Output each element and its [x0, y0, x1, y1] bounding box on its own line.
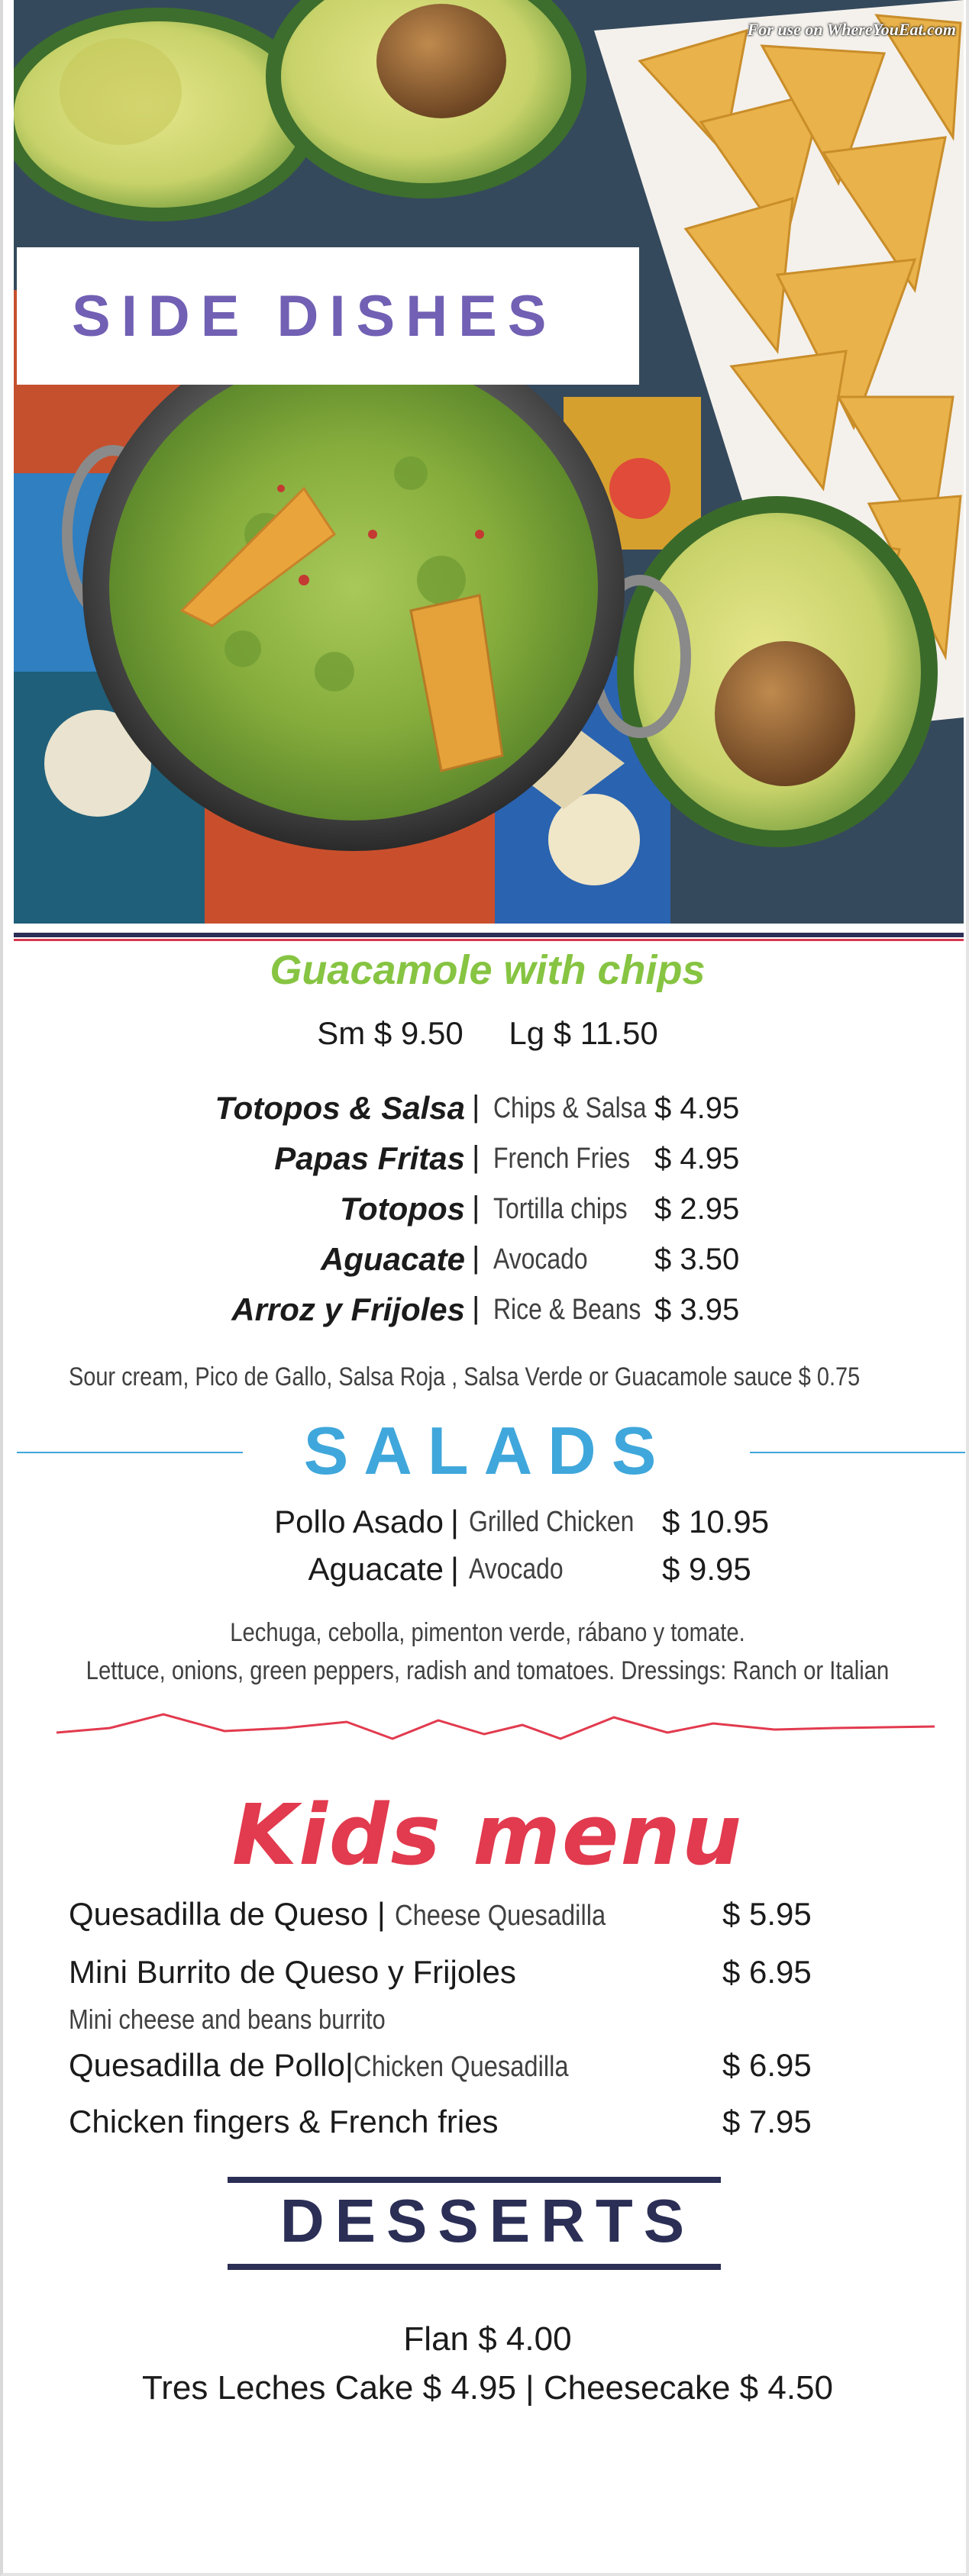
guacamole-price — [3, 1015, 969, 1052]
side-item — [3, 1191, 969, 1236]
salad-item-price: $ 9.95 — [662, 1551, 751, 1587]
kids-item — [69, 2104, 909, 2149]
kids-item-price: $ 5.95 — [722, 1896, 812, 1932]
side-item-price: $ 4.95 — [654, 1091, 740, 1125]
salad-item — [3, 1504, 969, 1549]
salad-item-en: Avocado — [469, 1553, 564, 1585]
side-item — [3, 1291, 969, 1337]
kids-item-es: Chicken fingers & French fries — [69, 2104, 499, 2139]
sauce-note: Sour cream, Pico de Gallo, Salsa Roja , Salsa Verde or Guacamole sauce $ 0.75 — [69, 1362, 861, 1391]
side-item-es: Totopos & Salsa — [215, 1090, 465, 1126]
guacamole-chips-photo — [14, 0, 964, 924]
kids-item — [69, 1954, 909, 2000]
kids-item-es: Quesadilla de Queso | — [69, 1896, 395, 1932]
salad-item-en: Grilled Chicken — [469, 1506, 635, 1538]
side-item-sep: | — [472, 1291, 480, 1325]
kids-item-price: $ 6.95 — [722, 2047, 812, 2083]
guacamole-price-large: Lg $ 11.50 — [509, 1015, 658, 1051]
side-dishes-title: SIDE DISHES — [72, 283, 557, 349]
salad-item-sep: | — [451, 1504, 459, 1539]
kids-item-sub: Mini cheese and beans burrito — [69, 2004, 386, 2035]
side-item-en: French Fries — [493, 1143, 631, 1175]
hero-photo — [14, 0, 964, 924]
kids-item — [69, 2047, 909, 2093]
kids-item-price: $ 7.95 — [722, 2104, 812, 2139]
desserts-line-bottom — [228, 2264, 721, 2270]
salad-note-es: Lechuga, cebolla, pimenton verde, rábano y tomate. — [230, 1618, 745, 1647]
side-item-price: $ 3.50 — [654, 1243, 740, 1276]
side-item-en: Tortilla chips — [493, 1193, 628, 1225]
side-item-es: Papas Fritas — [274, 1140, 465, 1176]
side-item-price: $ 4.95 — [654, 1142, 740, 1175]
desserts-line-top — [228, 2177, 721, 2183]
kids-item-en: Chicken Quesadilla — [353, 2051, 569, 2083]
salad-item — [3, 1551, 969, 1597]
side-item-en: Rice & Beans — [493, 1294, 641, 1326]
salad-item-price: $ 10.95 — [662, 1504, 770, 1539]
side-item-price: $ 2.95 — [654, 1192, 740, 1226]
desserts-title: DESSERTS — [279, 2187, 696, 2255]
side-item-price: $ 3.95 — [654, 1293, 740, 1327]
salad-item-es: Pollo Asado — [274, 1504, 444, 1539]
guacamole-title: Guacamole with chips — [270, 947, 706, 993]
side-item — [3, 1241, 969, 1287]
side-item — [3, 1140, 969, 1186]
side-dishes-title-box — [17, 247, 639, 385]
divider-red — [14, 939, 964, 941]
kids-item-es: Mini Burrito de Queso y Frijoles — [69, 1954, 516, 1990]
side-item-es: Aguacate — [320, 1241, 465, 1277]
divider-navy — [14, 933, 964, 937]
side-item-sep: | — [472, 1090, 480, 1124]
side-item-sep: | — [472, 1191, 480, 1224]
side-item-en: Avocado — [493, 1243, 588, 1275]
dessert-line-1: Flan $ 4.00 — [403, 2320, 572, 2358]
dessert-line-2: Tres Leches Cake $ 4.95 | Cheesecake $ 4.50 — [141, 2369, 833, 2407]
side-item-sep: | — [472, 1241, 480, 1275]
side-item-en: Chips & Salsa — [493, 1092, 647, 1124]
salad-item-es: Aguacate — [308, 1551, 444, 1587]
salads-title: SALADS — [303, 1413, 672, 1488]
guacamole-price-small: Sm $ 9.50 — [317, 1015, 464, 1051]
watermark: For use on WhereYouEat.com — [747, 20, 956, 39]
kids-item-en: Cheese Quesadilla — [394, 1900, 606, 1932]
zigzag-divider — [57, 1705, 935, 1751]
side-item-es: Arroz y Frijoles — [231, 1291, 465, 1327]
side-item-es: Totopos — [339, 1191, 465, 1227]
salad-item-sep: | — [451, 1551, 459, 1587]
kids-item — [69, 1896, 909, 1942]
side-item — [3, 1090, 969, 1136]
salad-note-en: Lettuce, onions, green peppers, radish and tomatoes. Dressings: Ranch or Italian — [86, 1656, 890, 1685]
kids-item-price: $ 6.95 — [722, 1954, 812, 1990]
kids-item-es: Quesadilla de Pollo| — [69, 2047, 354, 2083]
side-item-sep: | — [472, 1140, 480, 1174]
kids-menu-title: Kids menu — [231, 1786, 744, 1884]
